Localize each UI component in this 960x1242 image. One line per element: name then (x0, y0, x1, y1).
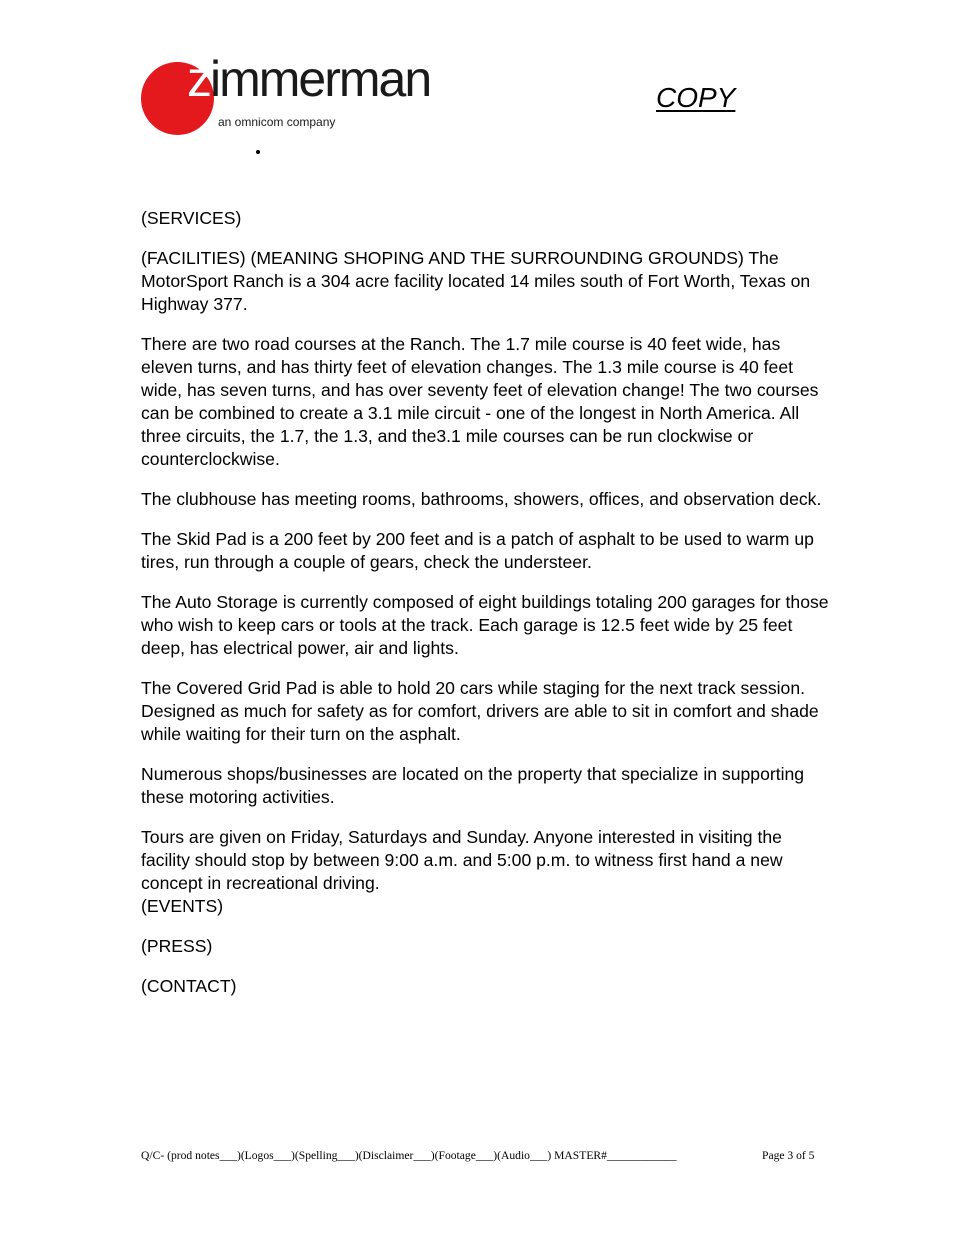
section-events: (EVENTS) (141, 896, 224, 916)
logo-wordmark-z: z (187, 51, 210, 107)
paragraph-covered-grid-pad: The Covered Grid Pad is able to hold 20 cars while staging for the next track session. Designed as much for safety as for comfort, drivers are able to sit in comfort and shade while waiting for their turn on the asphalt. (141, 678, 819, 744)
paragraph-auto-storage: The Auto Storage is currently composed of eight buildings totaling 200 garages for those who wish to keep cars or tools at the track. Each garage is 12.5 feet wide by 25 feet deep, has electrical power, air and lights. (141, 592, 829, 658)
zimmerman-logo (141, 51, 461, 142)
copy-label: COPY (656, 82, 736, 113)
paragraph-tours: Tours are given on Friday, Saturdays and Sunday. Anyone interested in visiting the facility should stop by between 9:00 a.m. and 5:00 p.m. to witness first hand a new concept in recreational driving. (141, 827, 783, 893)
stray-bullet-dot (256, 150, 260, 154)
logo-wordmark (187, 51, 431, 107)
paragraph-road-courses: There are two road courses at the Ranch. The 1.7 mile course is 40 feet wide, has eleven turns, and has thirty feet of elevation changes. The 1.3 mile course is 40 feet wide, has seven turns, and has over seventy feet of elevation change! The two courses can be combined to create a 3.1 mile circuit - one of the longest in North America. All three circuits, the 1.7, the 1.3, and the3.1 mile courses can be run clockwise or counterclockwise. (141, 334, 819, 469)
section-contact: (CONTACT) (141, 976, 237, 996)
paragraph-skid-pad: The Skid Pad is a 200 feet by 200 feet and is a patch of asphalt to be used to warm up tires, run through a couple of gears, check the understeer. (141, 529, 814, 572)
section-press: (PRESS) (141, 936, 213, 956)
document-body (141, 207, 831, 1015)
qc-footer-line: Q/C- (prod notes___)(Logos___)(Spelling___)(Disclaimer___)(Footage___)(Audio___) MASTER#____________ (141, 1149, 677, 1162)
logo-tagline: an omnicom company (218, 115, 336, 129)
paragraph-clubhouse: The clubhouse has meeting rooms, bathrooms, showers, offices, and observation deck. (141, 489, 822, 509)
page-number: Page 3 of 5 (762, 1149, 815, 1162)
paragraph-facilities-intro: (FACILITIES) (MEANING SHOPING AND THE SURROUNDING GROUNDS) The MotorSport Ranch is a 304 acre facility located 14 miles south of Fort Worth, Texas on Highway 377. (141, 248, 811, 314)
section-services: (SERVICES) (141, 208, 242, 228)
logo-wordmark-rest: immerman (210, 51, 431, 107)
paragraph-shops: Numerous shops/businesses are located on the property that specialize in supporting these motoring activities. (141, 764, 805, 807)
